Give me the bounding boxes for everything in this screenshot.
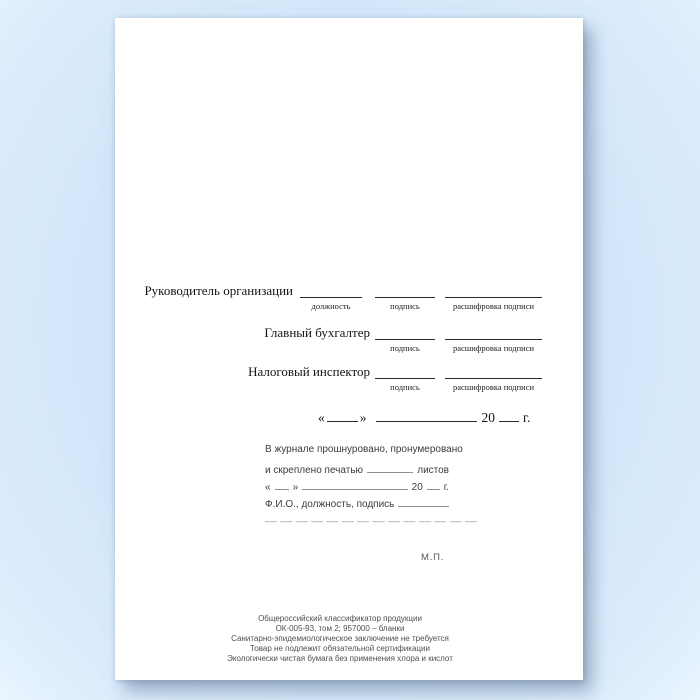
blank-line-signature-name <box>445 283 542 298</box>
blank-line-month <box>376 408 477 422</box>
date-line <box>318 408 530 425</box>
blank-line-year <box>427 478 440 490</box>
signature-label-tax-inspector: Налоговый инспектор <box>248 364 370 379</box>
form-page <box>115 18 583 680</box>
signature-label-chief-accountant: Главный бухгалтер <box>264 325 370 340</box>
footer-line: ОК-005-93, том 2; 957000 – бланки <box>275 624 405 633</box>
century-prefix: 20 <box>481 410 495 425</box>
line-caption-signature-name: расшифровка подписи <box>452 301 535 311</box>
close-quote: » <box>359 410 367 425</box>
footer-line: Экологически чистая бумага без применения хлора и кислот <box>227 654 453 663</box>
note-text: Ф.И.О., должность, подпись <box>265 499 395 510</box>
blank-line-day <box>327 408 358 422</box>
year-suffix: г. <box>523 410 531 425</box>
line-caption-signature-name: расшифровка подписи <box>452 382 535 392</box>
stamp-mark: М.П. <box>421 552 445 563</box>
close-quote: » <box>292 482 299 493</box>
blank-line-signature <box>375 283 435 298</box>
note-line-4 <box>265 495 449 512</box>
blank-line-signature <box>375 364 435 379</box>
blank-line-signature-name <box>445 364 542 379</box>
signature-label-director: Руководитель организации <box>144 283 293 298</box>
blank-line-day <box>275 478 289 490</box>
blank-line-month <box>302 478 408 490</box>
note-line-5 <box>265 512 478 529</box>
century-prefix: 20 <box>411 482 423 493</box>
note-line-2 <box>265 461 449 478</box>
note-text: В журнале прошнуровано, пронумеровано <box>265 444 463 455</box>
blank-line-sheets <box>367 461 413 473</box>
line-caption-signature: подпись <box>390 343 420 353</box>
line-caption-signature-name: расшифровка подписи <box>452 343 535 353</box>
blank-line-signature-name <box>445 325 542 340</box>
year-suffix: г. <box>443 482 449 493</box>
open-quote: « <box>318 410 325 425</box>
note-line-1 <box>265 444 463 461</box>
blank-dashed-line: __ __ __ __ __ __ __ __ __ __ __ __ __ __ <box>265 512 478 523</box>
footer-line: Товар не подлежит обязательной сертификации <box>250 644 430 653</box>
binding-note <box>265 444 478 529</box>
open-quote: « <box>265 482 271 493</box>
line-caption-position: должность <box>311 301 351 311</box>
line-caption-signature: подпись <box>390 382 420 392</box>
note-text: и скреплено печатью <box>265 465 364 476</box>
blank-line-year <box>499 408 519 422</box>
blank-line-position <box>300 283 362 298</box>
footer-line: Санитарно-эпидемиологическое заключение не требуется <box>231 634 449 643</box>
line-caption-signature: подпись <box>390 301 420 311</box>
note-line-3 <box>265 478 449 495</box>
note-text: листов <box>417 465 449 476</box>
blank-line-name-position <box>398 495 449 507</box>
footer-note <box>195 614 485 664</box>
blank-line-signature <box>375 325 435 340</box>
footer-line: Общероссийский классификатор продукции <box>258 614 422 623</box>
